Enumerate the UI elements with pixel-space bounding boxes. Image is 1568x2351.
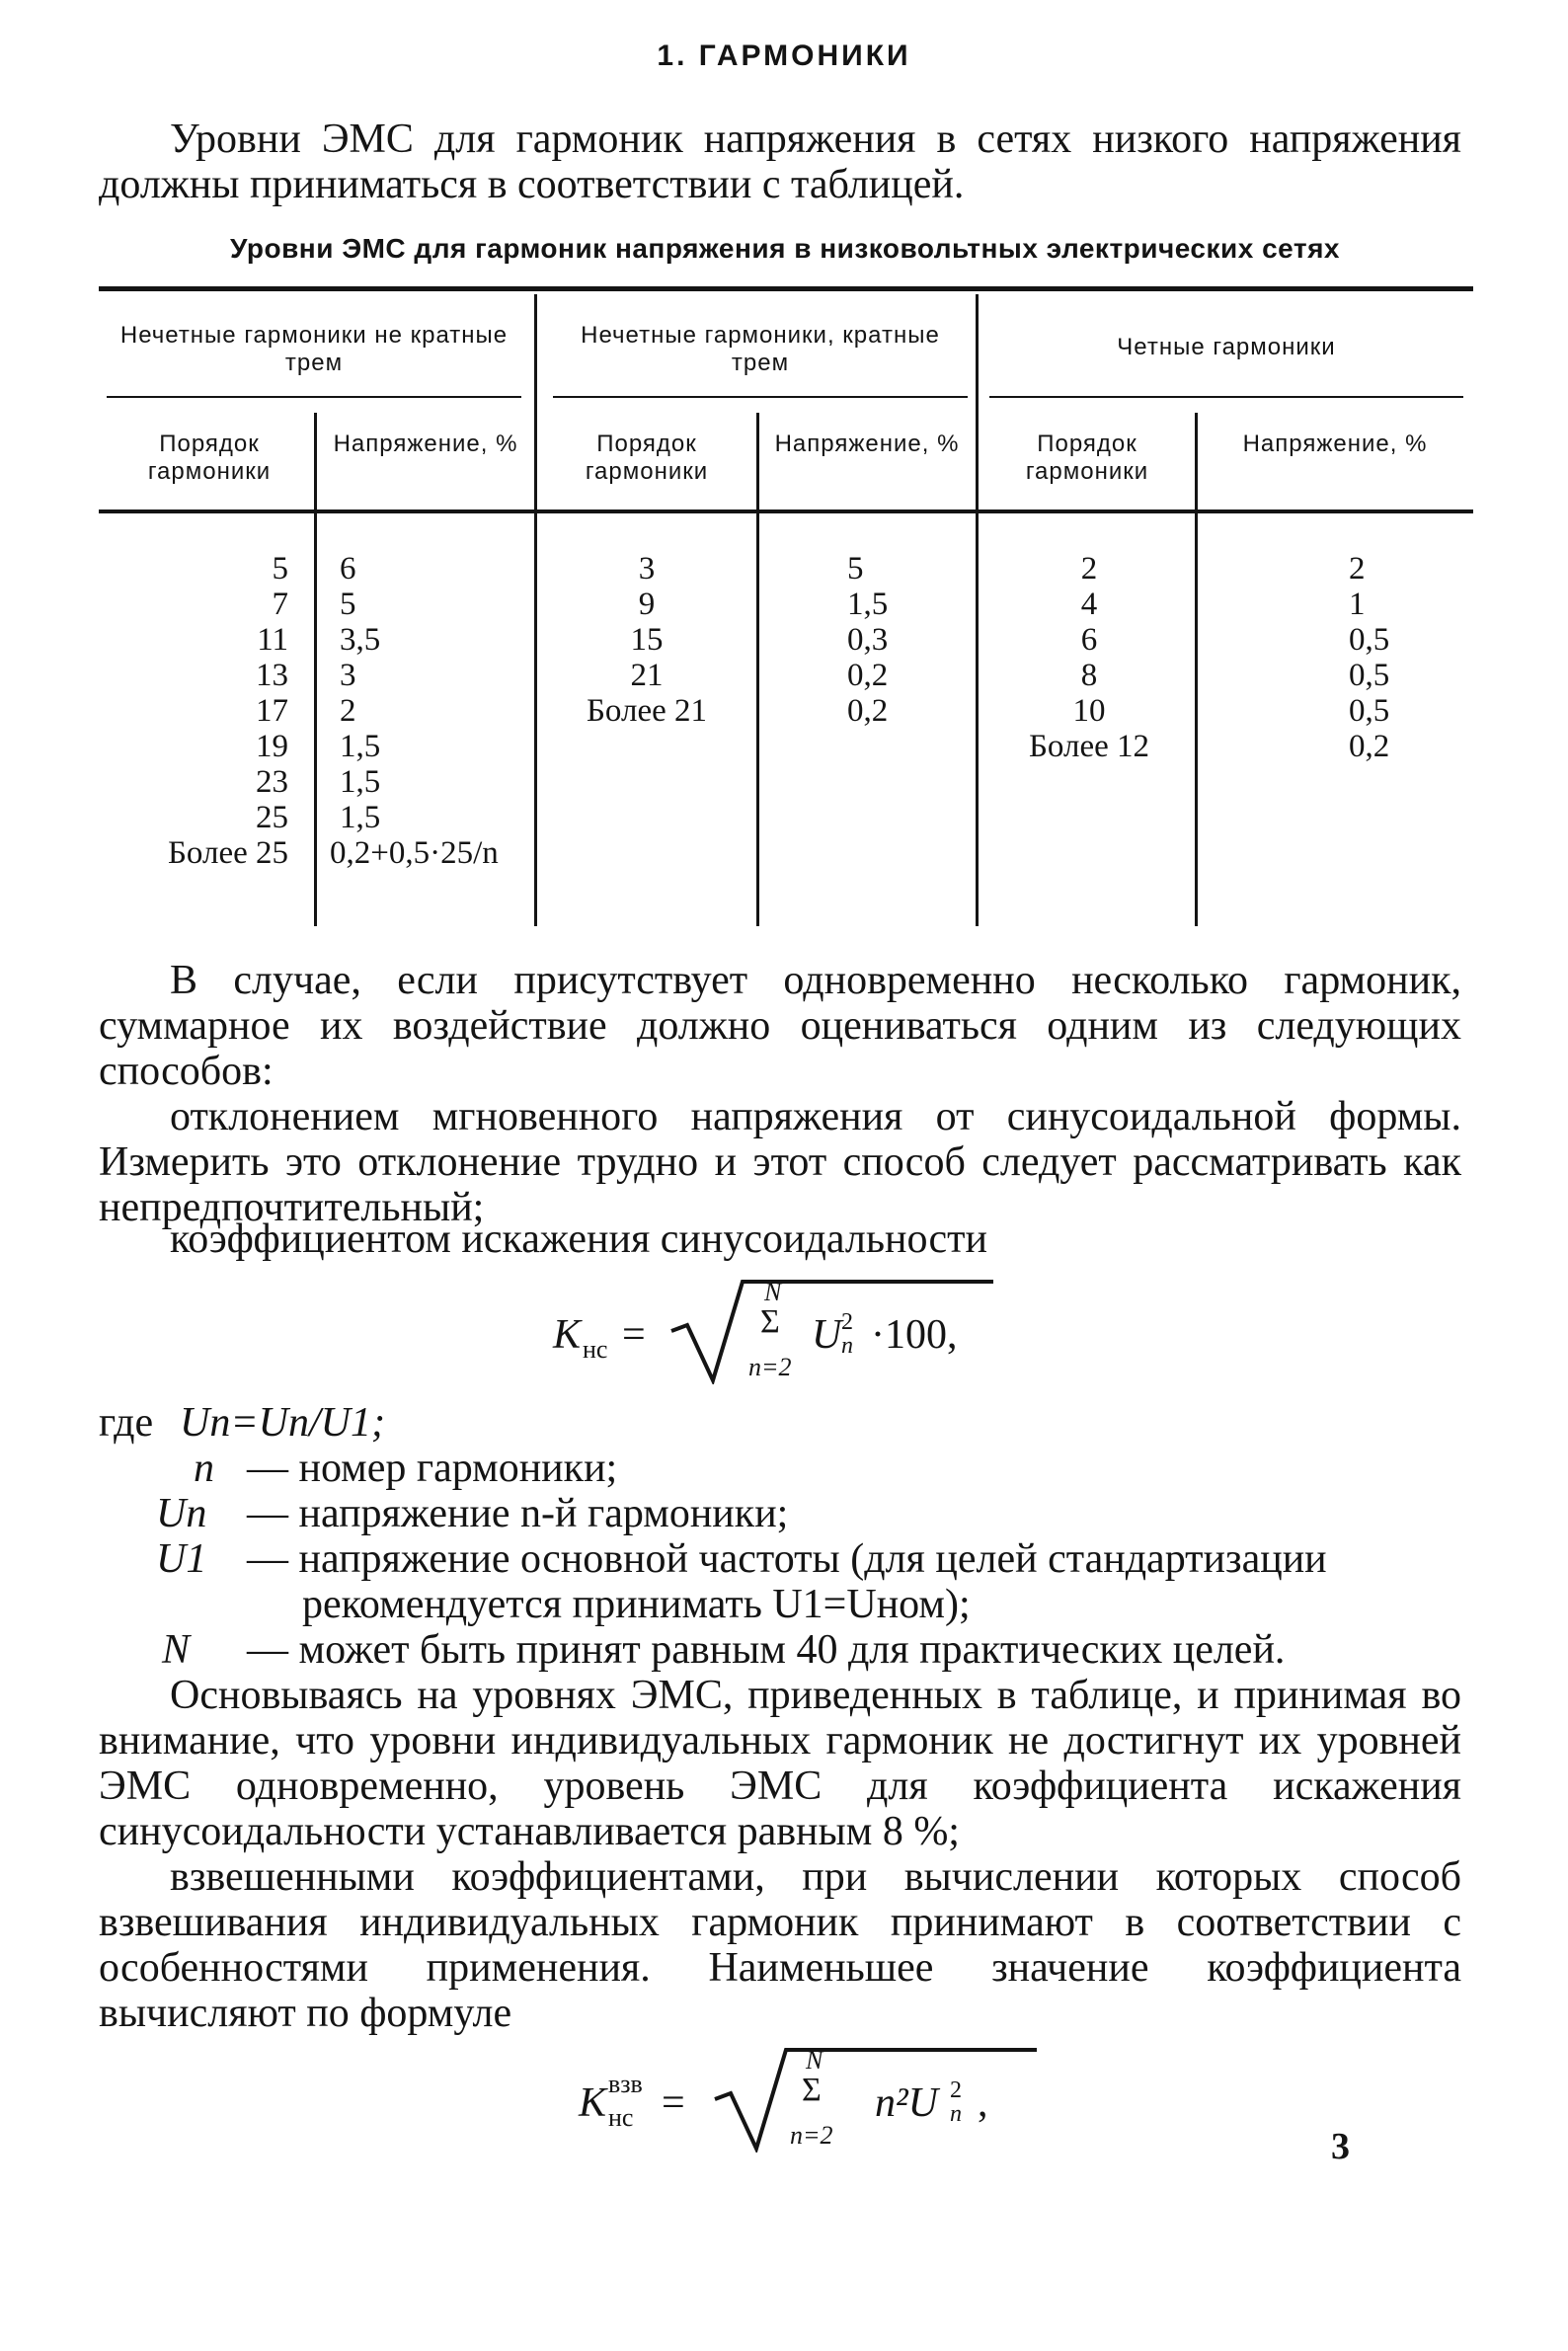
sum2-symbol: Σ: [802, 2072, 822, 2108]
col-voltage-odd-non-triplen: [330, 551, 533, 871]
table-cell: 0,5: [1349, 693, 1390, 729]
subheader-order-3: Порядок гармоники: [1025, 431, 1149, 485]
section-heading: 1. ГАРМОНИКИ: [657, 39, 911, 72]
table-cell: 0,2: [847, 693, 889, 729]
subheader-voltage-1: Напряжение, %: [333, 431, 518, 457]
col-order-odd-triplen: [541, 551, 752, 729]
table-cell: 3,5: [340, 622, 381, 658]
term2: n²U: [875, 2080, 938, 2126]
column-divider-sub-3: [1195, 413, 1198, 926]
def-n-symbol: n: [194, 1446, 214, 1491]
group-rule-3: [989, 396, 1463, 398]
col-voltage-odd-triplen: [847, 551, 966, 729]
subheader-order-1: Порядок гармоники: [147, 431, 272, 485]
table-cell: 21: [630, 658, 664, 693]
group-rule-2: [553, 396, 968, 398]
table-cell: 1: [1349, 587, 1366, 622]
table-cell: 5: [847, 551, 864, 587]
table-cell: 1,5: [340, 800, 381, 835]
table-cell: 17: [256, 693, 288, 729]
table-cell: Более 21: [586, 693, 708, 729]
def-N-symbol: N: [162, 1627, 191, 1673]
col-order-odd-non-triplen: [111, 551, 288, 871]
subheader-voltage-3: Напряжение, %: [1242, 431, 1428, 457]
table-cell: 4: [1080, 587, 1098, 622]
group-header-odd-triplen: Нечетные гармоники, кратные трем: [581, 322, 940, 376]
formula2-tail: ,: [978, 2080, 988, 2126]
table-cell: 15: [630, 622, 664, 658]
formula-equals: =: [622, 1312, 646, 1358]
term2-sub: n: [950, 2101, 962, 2127]
table-cell: 3: [340, 658, 356, 693]
table-cell: 10: [1072, 693, 1106, 729]
table-cell: 1,5: [340, 729, 381, 764]
table-cell: 1,5: [340, 764, 381, 800]
paragraph-weighted: взвешенными коэффициентами, при вычислении которых способ взвешивания индивидуальных гармоник принимают в соответствии с особенностями применения. Наименьшее значение коэффициента вычисляют по формуле: [99, 1854, 1461, 2036]
def-N-text: — может быть принят равным 40 для практических целей.: [247, 1627, 1286, 1673]
table-cell: Более 25: [167, 835, 288, 871]
table-cell: 13: [256, 658, 288, 693]
paragraph-levels: Основываясь на уровнях ЭМС, приведенных в таблице, и принимая во внимание, что уровни индивидуальных гармоник не достигнут их уровней ЭМС одновременно, уровень ЭМС для коэффициента искажения синусоидальности устанавливается равным 8 %;: [99, 1673, 1461, 1854]
def-u1-symbol: U1: [156, 1536, 207, 1582]
table-cell: 2: [1080, 551, 1098, 587]
intro-paragraph: Уровни ЭМС для гармоник напряжения в сетях низкого напряжения должны приниматься в соответствии с таблицей.: [99, 117, 1461, 207]
term-sup: 2: [841, 1309, 853, 1335]
table-cell: 3: [638, 551, 656, 587]
subheader-order-2: Порядок гармоники: [585, 431, 709, 485]
table-cell: 0,2: [1349, 729, 1390, 764]
term-u: U: [812, 1312, 842, 1358]
formula2-lhs-sup: взв: [608, 2070, 643, 2098]
table-cell: 2: [1349, 551, 1366, 587]
header-bottom-rule: [99, 509, 1473, 513]
sum-lower: n=2: [748, 1353, 792, 1381]
formula-weighted-thd: [579, 2042, 1072, 2160]
table-cell: 0,2+0,5·25/n: [330, 835, 499, 871]
term2-sup: 2: [950, 2077, 962, 2103]
paragraph-combined: В случае, если присутствует одновременно несколько гармоник, суммарное их воздействие должно оцениваться одним из следующих способов:: [99, 958, 1461, 1094]
table-cell: 23: [256, 764, 288, 800]
table-cell: 19: [256, 729, 288, 764]
formula2-lhs-sub: нс: [608, 2103, 634, 2132]
column-divider-2: [976, 294, 979, 926]
table-cell: Более 12: [1028, 729, 1150, 764]
column-divider-1: [534, 294, 537, 926]
table-cell: 25: [256, 800, 288, 835]
col-voltage-even: [1349, 551, 1457, 764]
table-cell: 2: [340, 693, 356, 729]
group-header-even: Четные гармоники: [1117, 334, 1336, 360]
term-sub: n: [841, 1333, 853, 1359]
table-cell: 0,5: [1349, 622, 1390, 658]
formula-thd: [553, 1274, 1047, 1392]
table-top-rule: [99, 286, 1473, 291]
def-u1-text: — напряжение основной частоты (для целей стандартизации: [247, 1536, 1327, 1582]
def-un-symbol: Un: [156, 1491, 207, 1536]
sum-symbol: Σ: [760, 1303, 780, 1340]
table-cell: 8: [1080, 658, 1098, 693]
formula2-equals: =: [662, 2080, 685, 2126]
group-rule-1: [107, 396, 521, 398]
def-n-text: — номер гармоники;: [247, 1446, 618, 1491]
subheader-voltage-2: Напряжение, %: [774, 431, 960, 457]
table-title: Уровни ЭМС для гармоник напряжения в низковольтных электрических сетях: [230, 233, 1340, 264]
formula-lhs: K: [553, 1312, 582, 1358]
paragraph-deviation: отклонением мгновенного напряжения от синусоидальной формы. Измерить это отклонение трудно и этот способ следует рассматривать как непредпочтительный;: [99, 1094, 1461, 1230]
table-cell: 6: [1080, 622, 1098, 658]
sum-upper: N: [764, 1278, 782, 1306]
formula-tail: ·100,: [871, 1312, 958, 1358]
sum2-lower: n=2: [790, 2121, 833, 2150]
table-cell: 5: [340, 587, 356, 622]
table-cell: 0,2: [847, 658, 889, 693]
formula2-lhs: K: [579, 2080, 607, 2126]
def-un-text: — напряжение n-й гармоники;: [247, 1491, 789, 1536]
column-divider-sub-2: [756, 413, 759, 926]
group-header-odd-non-triplen: Нечетные гармоники не кратные трем: [119, 322, 509, 376]
table-cell: 0,5: [1349, 658, 1390, 693]
def-u1-text-continued: рекомендуется принимать U1=Uном);: [302, 1582, 971, 1627]
column-divider-sub-1: [314, 413, 317, 926]
col-order-even: [983, 551, 1195, 764]
where-word: где: [99, 1400, 154, 1446]
paragraph-coefficient: коэффициентом искажения синусоидальности: [170, 1216, 987, 1262]
table-cell: 7: [272, 587, 288, 622]
table-cell: 11: [257, 622, 288, 658]
page-number: 3: [1331, 2126, 1350, 2167]
table-cell: 5: [272, 551, 288, 587]
table-cell: 9: [638, 587, 656, 622]
table-cell: 6: [340, 551, 356, 587]
table-cell: 1,5: [847, 587, 889, 622]
where-expression: Un=Un/U1;: [180, 1400, 385, 1446]
sum2-upper: N: [806, 2046, 823, 2075]
table-cell: 0,3: [847, 622, 889, 658]
formula-lhs-sub: нс: [583, 1335, 608, 1364]
